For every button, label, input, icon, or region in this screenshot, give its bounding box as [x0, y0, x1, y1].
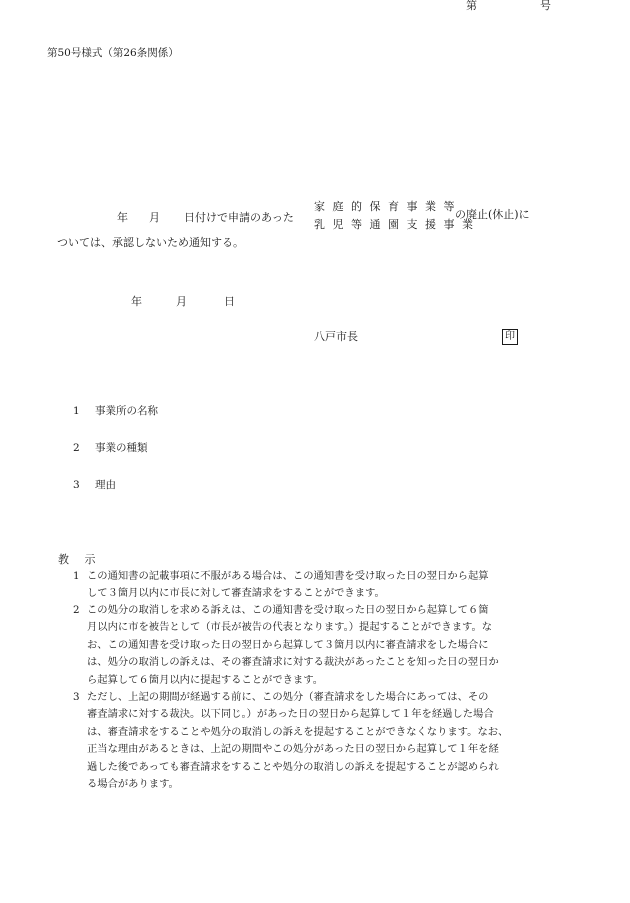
note-line: お、この通知書を受け取った日の翌日から起算して３箇月以内に審査請求をした場合に: [87, 638, 489, 651]
instruction-note-2: [73, 602, 551, 689]
item-business-kind: [73, 443, 148, 454]
item-label: 理由: [95, 479, 116, 491]
year-label: 年: [117, 211, 128, 224]
notice-day: 日: [224, 295, 235, 308]
business-type-1: 家 庭 的 保 育 事 業 等: [314, 200, 457, 213]
note-line: ただし、上記の期間が経過する前に、この処分（審査請求をした場合にあっては、その: [87, 691, 489, 703]
instruction-note-1: [73, 568, 551, 603]
form-number: 第50号様式（第26条関係）: [47, 47, 179, 59]
item-facility-name: [73, 406, 158, 417]
item-number: 3: [73, 479, 80, 491]
item-label: 事業の種類: [95, 442, 148, 454]
doc-number-go: 号: [540, 0, 551, 12]
note-line: は、審査請求をすることや処分の取消しの訴えを提起することができなくなります。なお、: [87, 725, 509, 738]
notice-month: 月: [176, 295, 187, 308]
note-line: 審査請求に対する裁決。以下同じ。）があった日の翌日から起算して１年を経過した場合: [87, 708, 494, 721]
mayor-name: 八戸市長: [314, 330, 358, 343]
note-line: 正当な理由があるときは、上記の期間やこの処分があった日の翌日から起算して１年を経: [87, 743, 499, 756]
day-label: 日付けで申請のあった: [184, 211, 294, 224]
notice-statement: ついては、承認しないため通知する。: [57, 236, 244, 249]
note-line: 月以内に市を被告として（市長が被告の代表となります。）提起することができます。な: [87, 621, 493, 634]
doc-number-dai: 第: [466, 0, 477, 12]
note-line: して３箇月以内に市長に対して審査請求をすることができます。: [87, 587, 385, 600]
note-number: 1: [73, 570, 80, 582]
note-line: 過した後であっても審査請求をすることや処分の取消しの訴えを提起することが認められ: [87, 760, 499, 773]
note-line: この処分の取消しを求める訴えは、この通知書を受け取った日の翌日から起算して６箇: [87, 604, 489, 616]
seal-mark: 印: [502, 329, 518, 345]
item-number: 1: [73, 405, 80, 417]
closure-suffix: の廃止(休止)に: [455, 208, 530, 221]
note-number: 2: [73, 604, 80, 616]
item-number: 2: [73, 442, 80, 454]
item-reason: [73, 480, 116, 491]
month-label: 月: [149, 211, 160, 224]
notice-year: 年: [131, 295, 142, 308]
item-label: 事業所の名称: [95, 405, 158, 417]
instruction-note-3: [73, 689, 551, 793]
note-line: る場合があります。: [87, 778, 179, 791]
note-line: この通知書の記載事項に不服がある場合は、この通知書を受け取った日の翌日から起算: [87, 570, 489, 582]
note-line: ら起算して６箇月以内に提起することができます。: [87, 673, 324, 686]
business-type-2: 乳 児 等 通 園 支 援 事 業: [314, 218, 475, 231]
note-line: は、処分の取消しの訴えは、その審査請求に対する裁決があったことを知った日の翌日か: [87, 656, 499, 669]
note-number: 3: [73, 691, 80, 703]
instruction-heading: 教 示: [58, 553, 102, 566]
